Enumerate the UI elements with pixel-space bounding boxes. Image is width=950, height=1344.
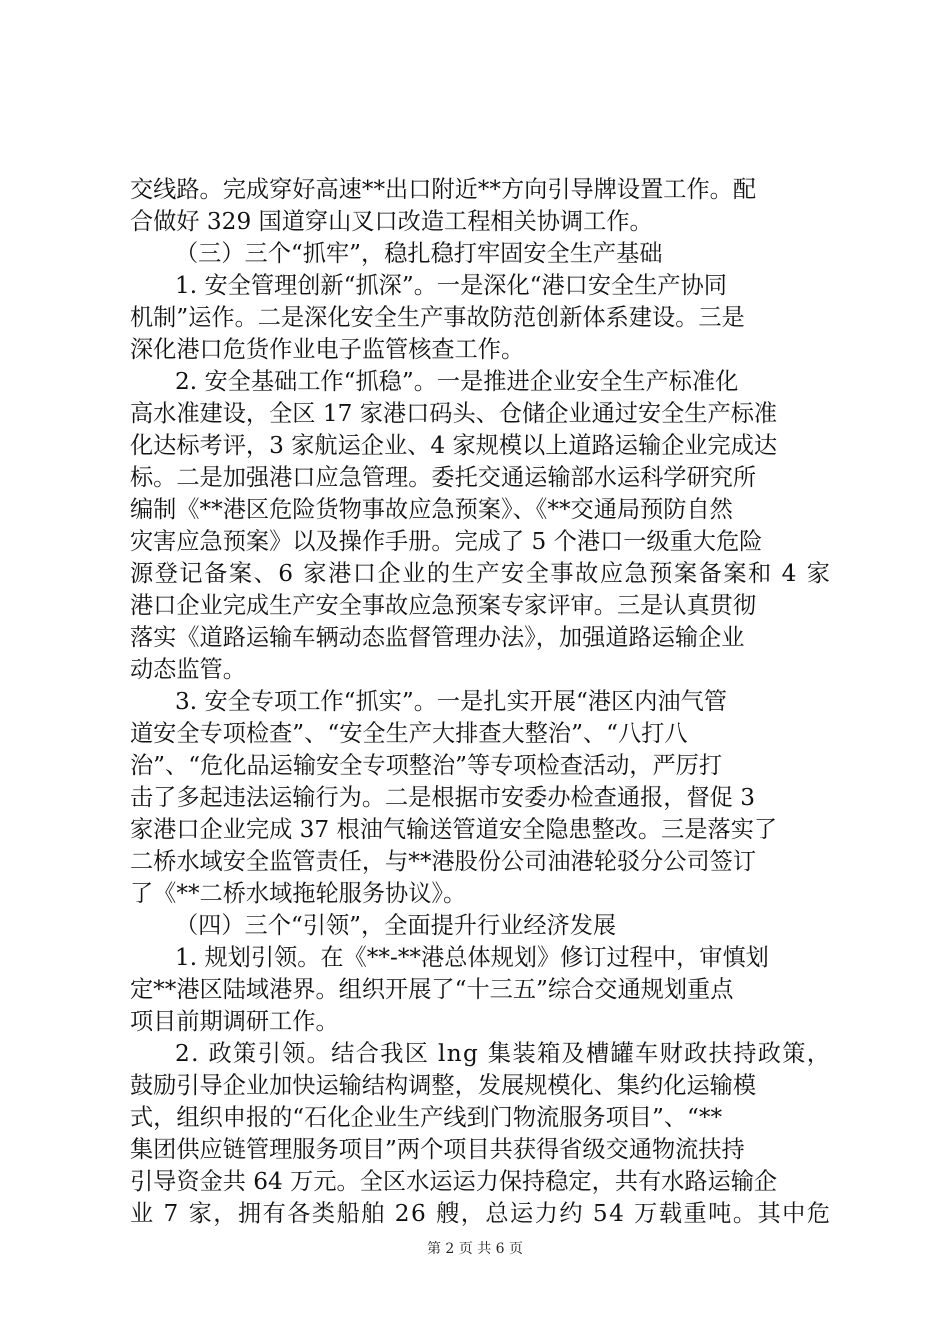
- text-line: 深化港口危货作业电子监管核查工作。: [130, 336, 525, 363]
- page-footer: 第 2 页 共 6 页: [426, 1241, 524, 1257]
- text-line: 标。二是加强港口应急管理。委托交通运输部水运科学研究所: [130, 464, 757, 491]
- text-line: 集团供应链管理服务项目”两个项目共获得省级交通物流扶持: [130, 1136, 745, 1163]
- text-line: 1. 规划引领。在《**-**港总体规划》修订过程中，审慎划: [175, 944, 769, 971]
- text-line: 落实《道路运输车辆动态监督管理办法》，加强道路运输企业: [130, 624, 745, 651]
- text-line: 源登记备案、6 家港口企业的生产安全事故应急预案备案和 4 家: [130, 560, 832, 587]
- text-line: 高水准建设，全区 17 家港口码头、仓储企业通过安全生产标准: [130, 400, 778, 427]
- text-line: 定**港区陆域港界。组织开展了“十三五”综合交通规划重点: [130, 976, 734, 1003]
- document-body: [130, 174, 830, 1230]
- text-line: 式，组织申报的“石化企业生产线到门物流服务项目”、“**: [130, 1104, 723, 1131]
- text-line: 家港口企业完成 37 根油气输送管道安全隐患整改。三是落实了: [130, 816, 778, 843]
- text-line: 二桥水域安全监管责任，与**港股份公司油港轮驳分公司签订: [130, 848, 757, 875]
- text-line: 编制《**港区危险货物事故应急预案》、《**交通局预防自然: [130, 496, 733, 523]
- text-line: 2. 安全基础工作“抓稳”。一是推进企业安全生产标准化: [175, 368, 739, 395]
- text-line: 灾害应急预案》以及操作手册。完成了 5 个港口一级重大危险: [130, 528, 763, 555]
- text-line: （四）三个“引领”，全面提升行业经济发展: [175, 912, 617, 939]
- text-line: 化达标考评，3 家航运企业、4 家规模以上道路运输企业完成达: [130, 432, 778, 459]
- text-line: 引导资金共 64 万元。全区水运运力保持稳定，共有水路运输企: [130, 1168, 778, 1195]
- text-line: 机制”运作。二是深化安全生产事故防范创新体系建设。三是: [130, 304, 745, 331]
- text-line: 业 7 家，拥有各类船舶 26 艘，总运力约 54 万载重吨。其中危: [130, 1200, 832, 1227]
- text-line: 鼓励引导企业加快运输结构调整，发展规模化、集约化运输模: [130, 1072, 757, 1099]
- text-line: 交线路。完成穿好高速**出口附近**方向引导牌设置工作。配: [130, 176, 757, 203]
- text-line: 2. 政策引领。结合我区 lng 集装箱及槽罐车财政扶持政策，: [175, 1040, 832, 1067]
- text-line: 动态监管。: [130, 656, 246, 683]
- text-line: 击了多起违法运输行为。二是根据市安委办检查通报，督促 3: [130, 784, 755, 811]
- text-line: 治”、“危化品运输安全专项整治”等专项检查活动，严厉打: [130, 752, 723, 779]
- text-line: 项目前期调研工作。: [130, 1008, 339, 1035]
- text-line: （三）三个“抓牢”，稳扎稳打牢固安全生产基础: [175, 240, 663, 267]
- text-line: 合做好 329 国道穿山叉口改造工程相关协调工作。: [130, 208, 653, 235]
- text-line: 3. 安全专项工作“抓实”。一是扎实开展“港区内油气管: [175, 688, 727, 715]
- text-line: 了《**二桥水域拖轮服务协议》。: [130, 880, 467, 907]
- text-line: 港口企业完成生产安全事故应急预案专家评审。三是认真贯彻: [130, 592, 757, 619]
- text-line: 1. 安全管理创新“抓深”。一是深化“港口安全生产协同: [175, 272, 727, 299]
- text-line: 道安全专项检查”、“安全生产大排查大整治”、“八打八: [130, 720, 688, 747]
